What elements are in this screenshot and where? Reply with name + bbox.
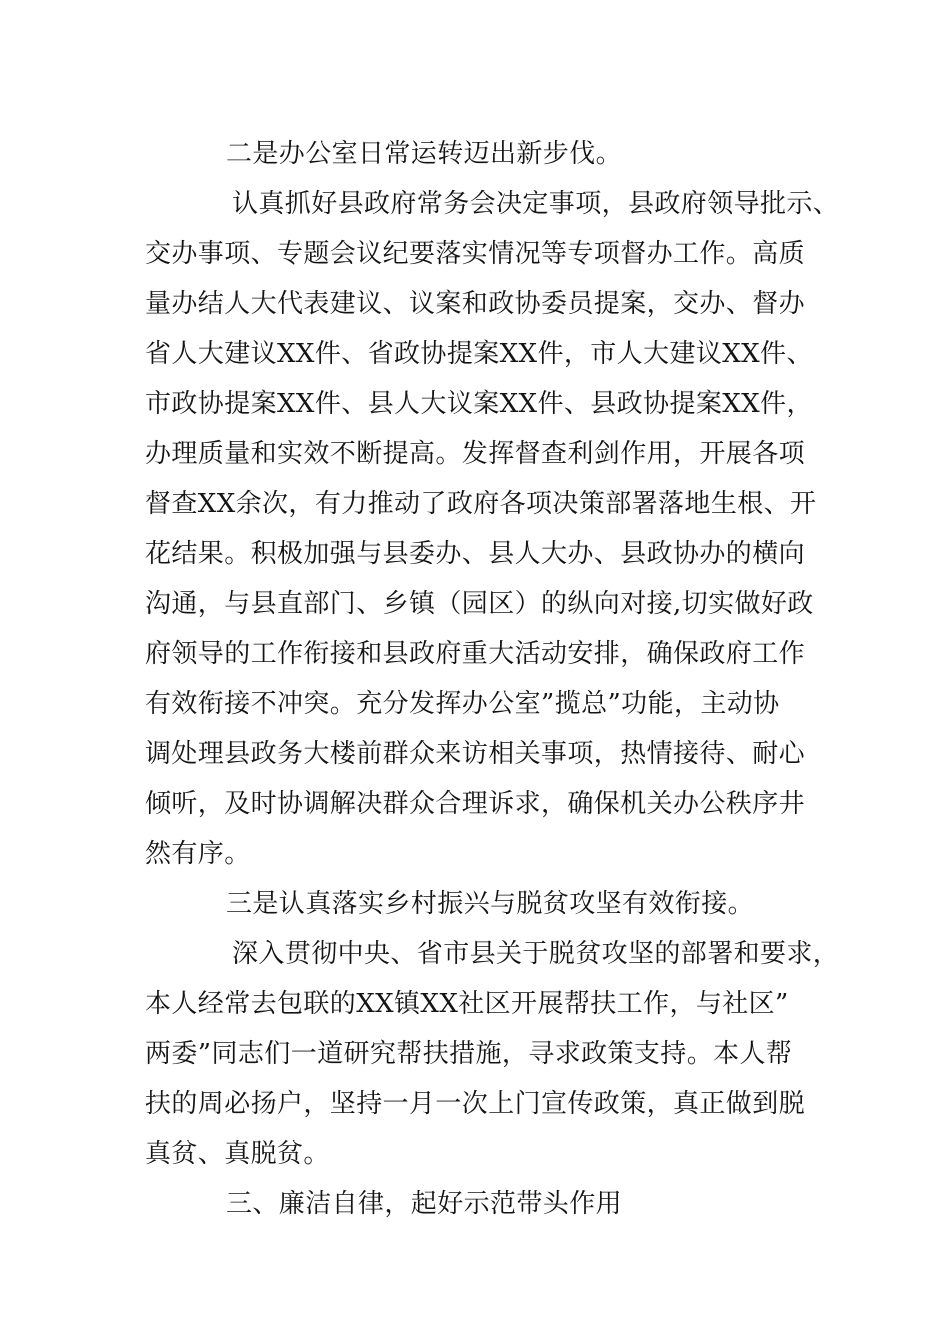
paragraph-line: 倾听，及时协调解决群众合理诉求，确保机关办公秩序井 [145,789,806,819]
paragraph-line: 府领导的工作衔接和县政府重大活动安排，确保政府工作 [145,639,806,669]
paragraph-line: 扶的周必扬户，坚持一月一次上门宣传政策，真正做到脱 [145,1089,806,1119]
paragraph-line: 深入贯彻中央、省市县关于脱贫攻坚的部署和要求， [232,939,840,969]
paragraph-line: 本人经常去包联的XX镇XX社区开展帮扶工作，与社区” [145,989,789,1019]
paragraph-line: 办理质量和实效不断提高。发挥督查利剑作用，开展各项 [145,439,806,469]
section-heading-rural: 三是认真落实乡村振兴与脱贫攻坚有效衔接。 [226,889,755,919]
paragraph-line: 有效衔接不冲突。充分发挥办公室”揽总”功能，主动协 [145,689,780,719]
paragraph-line: 然有序。 [145,839,251,869]
paragraph-line: 市政协提案XX件、县人大议案XX件、县政协提案XX件， [145,389,813,419]
paragraph-line: 真贫、真脱贫。 [145,1139,330,1169]
section-heading-office: 二是办公室日常运转迈出新步伐。 [226,139,623,169]
paragraph-line: 督查XX余次，有力推动了政府各项决策部署落地生根、开 [145,489,817,519]
paragraph-line: 认真抓好县政府常务会决定事项，县政府领导批示、 [232,189,840,219]
section-heading-integrity: 三、廉洁自律，起好示范带头作用 [226,1189,623,1219]
paragraph-line: 交办事项、专题会议纪要落实情况等专项督办工作。高质 [145,239,806,269]
paragraph-line: 调处理县政务大楼前群众来访相关事项，热情接待、耐心 [145,739,806,769]
paragraph-line: 两委”同志们一道研究帮扶措施，寻求政策支持。本人帮 [145,1039,793,1069]
paragraph-line: 花结果。积极加强与县委办、县人大办、县政协办的横向 [145,539,806,569]
paragraph-line: 省人大建议XX件、省政协提案XX件，市人大建议XX件、 [145,339,813,369]
paragraph-line: 量办结人大代表建议、议案和政协委员提案，交办、督办 [145,289,806,319]
paragraph-line: 沟通，与县直部门、乡镇（园区）的纵向对接,切实做好政 [145,589,814,619]
